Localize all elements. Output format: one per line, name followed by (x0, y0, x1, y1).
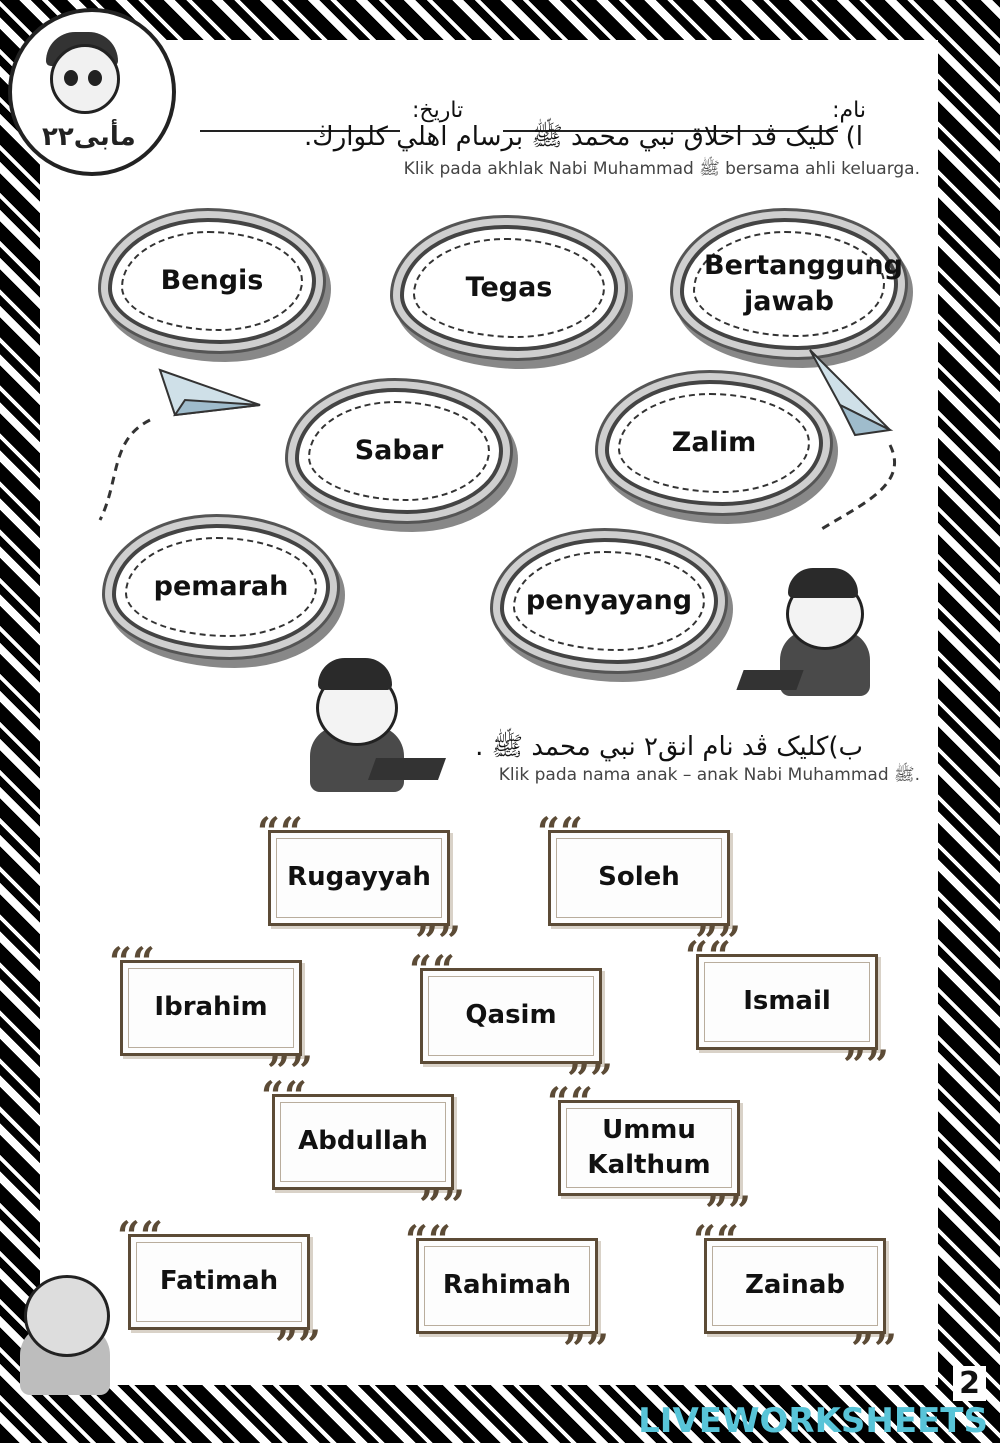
option-label: ““ Abdullah (298, 1126, 428, 1157)
option-label: ““ Qasim (465, 1000, 557, 1031)
option-label: Sabar (354, 434, 444, 466)
option-label: Bengis (160, 264, 264, 296)
option-zalim[interactable] (605, 380, 823, 506)
paper-plane-icon (800, 345, 920, 545)
option-label: ““ Fatimah (159, 1266, 279, 1297)
worksheet-page (40, 40, 938, 1385)
option-rahimah[interactable] (416, 1238, 598, 1334)
option-bengis[interactable] (108, 218, 316, 344)
option-rugayyah[interactable] (268, 830, 450, 926)
option-ummu-kalthum[interactable] (558, 1100, 740, 1196)
option-label: Bertanggung jawab (704, 249, 903, 317)
option-label: ““ Rugayyah (287, 862, 431, 893)
option-sabar[interactable] (295, 388, 503, 514)
liveworksheets-logo: LIVEWORKSHEETS (638, 1401, 988, 1441)
option-label: ““ Soleh (598, 862, 680, 893)
option-bertanggung-jawab[interactable] (680, 218, 903, 350)
option-label: penyayang (525, 584, 693, 616)
option-qasim[interactable] (420, 968, 602, 1064)
option-label: Zalim (671, 426, 757, 458)
option-ibrahim[interactable] (120, 960, 302, 1056)
option-label: Tegas (465, 271, 553, 303)
option-soleh[interactable] (548, 830, 730, 926)
date-label: تاريخ: (412, 98, 464, 123)
option-label: ““ Zainab (745, 1270, 845, 1301)
option-label: pemarah (153, 570, 289, 602)
option-label: ““ Rahimah (442, 1270, 572, 1301)
boy-reading-illustration (740, 560, 900, 700)
option-penyayang[interactable] (500, 538, 718, 664)
section-b-question-malay: Klik pada nama anak – anak Nabi Muhammad ﷺ. (498, 765, 920, 785)
option-zainab[interactable] (704, 1238, 886, 1334)
page-number: 2 (953, 1366, 986, 1401)
option-label: ““ Ibrahim (154, 992, 268, 1023)
option-label: ““ Ismail (743, 986, 831, 1017)
section-a-question-arabic: ا) كليک ڤد اخلاق نبي محمد ﷺ برسام اهلي كلوارڬ. (304, 122, 863, 152)
girl-illustration (10, 1265, 120, 1395)
option-tegas[interactable] (400, 225, 618, 351)
option-pemarah[interactable] (112, 524, 330, 650)
boy-reading-illustration (280, 648, 450, 798)
paper-plane-icon (90, 360, 270, 530)
section-a-question-malay: Klik pada akhlak Nabi Muhammad ﷺ bersama ahli keluarga. (403, 159, 920, 179)
option-abdullah[interactable] (272, 1094, 454, 1190)
section-b-question-arabic: ب)كليک ڤد نام انق٢ نبي محمد ﷺ . (475, 732, 863, 762)
avatar-badge (8, 8, 176, 176)
option-fatimah[interactable] (128, 1234, 310, 1330)
option-ismail[interactable] (696, 954, 878, 1050)
name-label: نام: (832, 98, 866, 123)
badge-text: مأبى٢٢ (42, 122, 136, 152)
option-label: ““ Ummu Kalthum (587, 1114, 711, 1180)
